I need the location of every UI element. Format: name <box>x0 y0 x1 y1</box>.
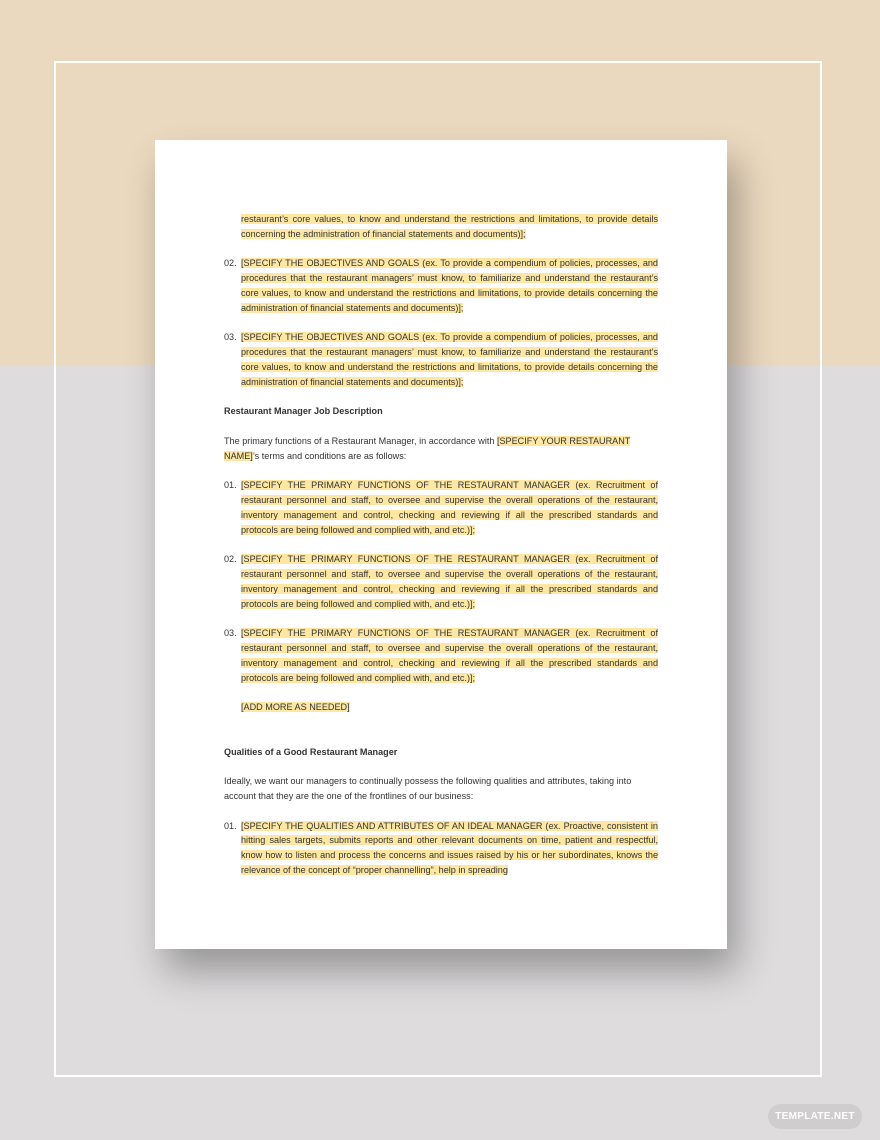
qualities-intro-paragraph: Ideally, we want our managers to continually possess the following qualities and attributes, taking into account that they are the one of the frontlines of our business: <box>224 776 632 802</box>
item-number: 03. <box>224 332 237 343</box>
objective-continuation <box>224 212 658 242</box>
item-number: 03. <box>224 628 237 639</box>
job-intro-paragraph <box>224 434 658 464</box>
quality-text: [SPECIFY THE QUALITIES AND ATTRIBUTES OF AN IDEAL MANAGER (ex. Proactive, consistent in hitting sales targets, submits reports and other relevant documents on time, patient and respectful, know how to listen and process the concerns and issues raised by his or her subordinates, knows the relevance of the concept of “proper channelling”, help in spreading <box>241 820 658 876</box>
document-page <box>155 140 727 949</box>
function-item <box>224 626 658 685</box>
item-number: 01. <box>224 820 237 831</box>
spacer <box>224 730 658 745</box>
section-heading-job-description: Restaurant Manager Job Description <box>224 406 383 417</box>
job-intro-text: The primary functions of a Restaurant Manager, in accordance with <box>224 435 497 446</box>
section-heading-qualities: Qualities of a Good Restaurant Manager <box>224 746 398 757</box>
restaurant-name-placeholder: [SPECIFY YOUR RESTAURANT NAME] <box>224 435 631 461</box>
objective-continuation-text: restaurant’s core values, to know and understand the restrictions and limitations, to provide details concerning the administration of financial statements and documents)]; <box>241 214 658 239</box>
watermark-badge: TEMPLATE.NET <box>768 1104 862 1129</box>
objective-text: [SPECIFY THE OBJECTIVES AND GOALS (ex. To provide a compendium of policies, processes, and procedures that the restaurant managers’ must know, to familiarize and understand the restaurant’s core values, to know and understand the restrictions and limitations, to provide details concerning the administration of financial statements and documents)]; <box>241 258 658 313</box>
item-number: 02. <box>224 554 237 565</box>
item-number: 02. <box>224 258 237 269</box>
item-number: 01. <box>224 480 237 491</box>
function-text: [SPECIFY THE PRIMARY FUNCTIONS OF THE RESTAURANT MANAGER (ex. Recruitment of restaurant personnel and staff, to oversee and supervise the overall operations of the restaurant, inventory management and control, checking and reviewing if all the prescribed standards and protocols are being followed and complied with, and etc.)]; <box>241 628 658 683</box>
document-content <box>224 212 658 893</box>
function-text: [SPECIFY THE PRIMARY FUNCTIONS OF THE RESTAURANT MANAGER (ex. Recruitment of restaurant personnel and staff, to oversee and supervise the overall operations of the restaurant, inventory management and control, checking and reviewing if all the prescribed standards and protocols are being followed and complied with, and etc.)]; <box>241 480 658 535</box>
objective-item <box>224 256 658 315</box>
objective-text: [SPECIFY THE OBJECTIVES AND GOALS (ex. To provide a compendium of policies, processes, and procedures that the restaurant managers’ must know, to familiarize and understand the restaurant’s core values, to know and understand the restrictions and limitations, to provide details concerning the administration of financial statements and documents)]; <box>241 332 658 387</box>
function-text: [SPECIFY THE PRIMARY FUNCTIONS OF THE RESTAURANT MANAGER (ex. Recruitment of restaurant personnel and staff, to oversee and supervise the overall operations of the restaurant, inventory management and control, checking and reviewing if all the prescribed standards and protocols are being followed and complied with, and etc.)]; <box>241 554 658 609</box>
function-item <box>224 552 658 611</box>
add-more-note <box>224 700 658 715</box>
add-more-text: [ADD MORE AS NEEDED] <box>241 702 350 713</box>
quality-item <box>224 819 658 878</box>
function-item <box>224 478 658 537</box>
objective-item <box>224 330 658 389</box>
job-intro-text-end: ’s terms and conditions are as follows: <box>252 450 407 461</box>
